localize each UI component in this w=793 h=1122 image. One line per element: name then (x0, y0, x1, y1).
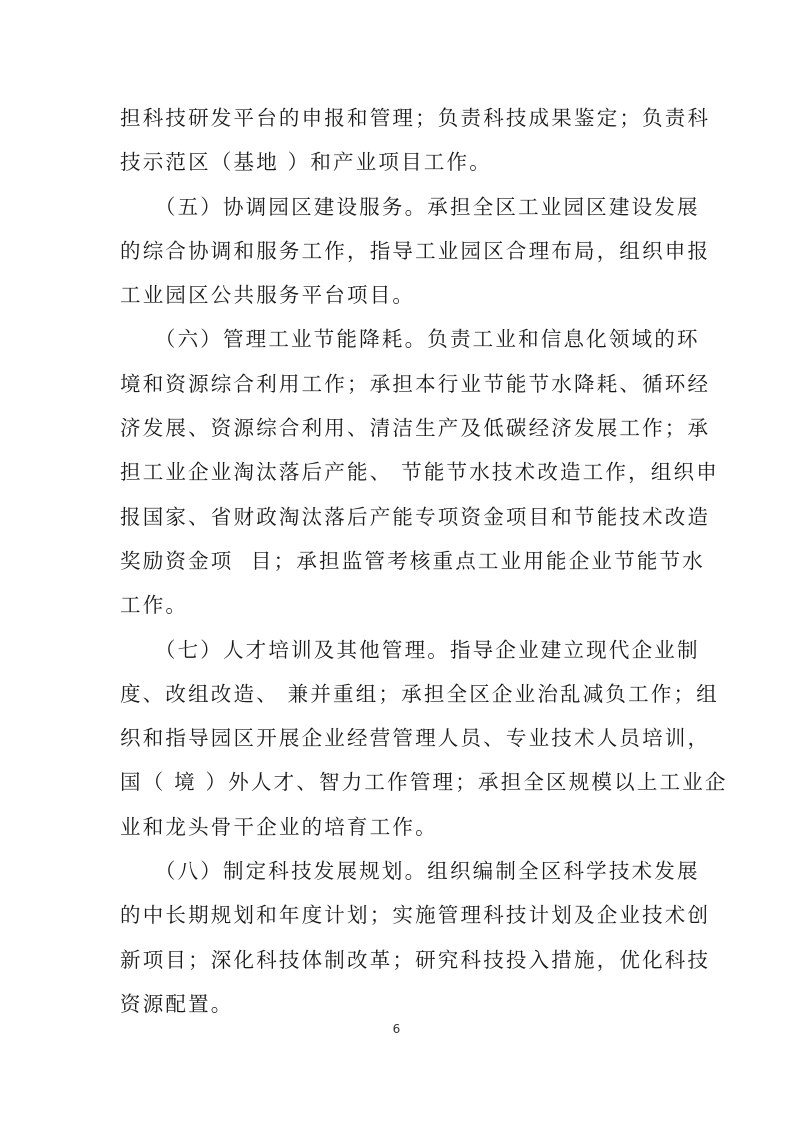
text-line: 业和龙头骨干企业的培育工作。 (120, 814, 438, 839)
text-line: 工业园区公共服务平台项目。 (120, 283, 416, 308)
text-line: （八）制定科技发展规划。组织编制全区科学技术发展 (120, 859, 700, 884)
page-number: 6 (392, 1022, 401, 1036)
text-line: （五）协调园区建设服务。承担全区工业园区建设发展 (120, 194, 700, 219)
text-line: 担科技研发平台的申报和管理；负责科技成果鉴定；负责科 (120, 106, 711, 130)
text-line: （七）人才培训及其他管理。指导企业建立现代企业制 (120, 637, 700, 662)
text-line: 担工业企业淘汰落后产能、 节能节水技术改造工作，组织申 (120, 460, 719, 485)
body-text (120, 96, 728, 1026)
text-line: 的综合协调和服务工作，指导工业园区合理布局，组织申报 (120, 238, 711, 263)
text-line: 的中长期规划和年度计划；实施管理科技计划及企业技术创 (120, 903, 711, 928)
text-line: 国（ 境 ）外人才、智力工作管理；承担全区规模以上工业企 (120, 770, 728, 795)
text-line: 工作。 (120, 593, 189, 618)
text-line: 度、改组改造、 兼并重组；承担全区企业治乱减负工作；组 (120, 681, 719, 706)
text-line: （六）管理工业节能降耗。负责工业和信息化领域的环 (120, 327, 700, 352)
text-line: 技示范区（基地 ）和产业项目工作。 (120, 150, 492, 175)
text-line: 奖励资金项 目；承担监管考核重点工业用能企业节能节水 (120, 548, 705, 573)
text-line: 织和指导园区开展企业经营管理人员、专业技术人员培训， (120, 726, 711, 751)
text-line: 新项目；深化科技体制改革；研究科技投入措施，优化科技 (120, 947, 711, 972)
text-line: 资源配置。 (120, 991, 234, 1016)
text-line: 境和资源综合利用工作；承担本行业节能节水降耗、循环经 (120, 371, 711, 396)
text-line: 报国家、省财政淘汰落后产能专项资金项目和节能技术改造 (120, 504, 711, 529)
text-line: 济发展、资源综合利用、清洁生产及低碳经济发展工作；承 (120, 416, 711, 441)
